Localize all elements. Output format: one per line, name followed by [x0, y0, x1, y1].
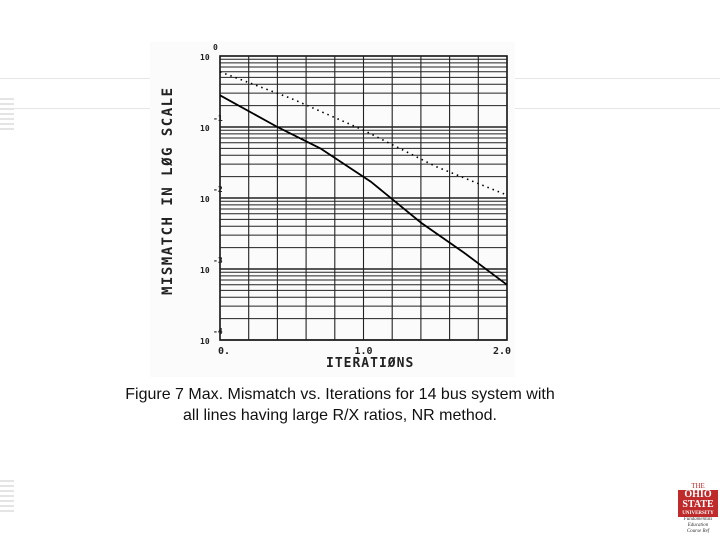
- logo-line-1: OHIO: [684, 489, 712, 500]
- slide-decoration-stripes: [0, 98, 14, 133]
- y-tick-label: 10: [200, 124, 210, 133]
- logo-line-3: UNIVERSITY: [682, 511, 714, 516]
- logo-tagline-2: Course Ref: [686, 529, 710, 534]
- logo-the-text: THE: [691, 482, 705, 490]
- slide-rule: [515, 108, 720, 109]
- y-tick-label: 10: [200, 266, 210, 275]
- y-tick-label: 10: [200, 337, 210, 346]
- caption-line-1: Figure 7 Max. Mismatch vs. Iterations for 14 bus system with: [125, 386, 555, 403]
- slide-rule: [515, 78, 720, 79]
- slide-decoration-stripes: [0, 480, 14, 515]
- chart-figure: [150, 42, 515, 377]
- university-logo: [678, 482, 718, 535]
- x-tick-label: 1.0: [354, 346, 373, 357]
- y-tick-label: 10: [200, 195, 210, 204]
- logo-line-2: STATE: [682, 499, 714, 510]
- x-tick-label: 0.: [218, 346, 231, 357]
- figure-caption: [60, 384, 620, 426]
- y-tick-exponent: 0: [213, 43, 218, 52]
- x-tick-label: 2.0: [492, 346, 511, 357]
- y-axis-label: MISMATCH IN LØG SCALE: [160, 86, 176, 295]
- caption-line-2: all lines having large R/X ratios, NR method.: [183, 407, 497, 424]
- slide-rule: [0, 78, 150, 79]
- logo-tagline-1: Fundamentals Education: [683, 517, 713, 528]
- y-tick-exponent: -4: [213, 327, 223, 336]
- y-tick-label: 10: [200, 53, 210, 62]
- chart-svg: [150, 42, 515, 377]
- x-axis-label: ITERATIØNS: [326, 356, 415, 371]
- y-tick-exponent: -2: [213, 185, 223, 194]
- y-tick-exponent: -1: [213, 114, 223, 123]
- logo-block: [678, 490, 718, 517]
- slide-rule: [0, 108, 150, 109]
- y-tick-exponent: -3: [213, 256, 223, 265]
